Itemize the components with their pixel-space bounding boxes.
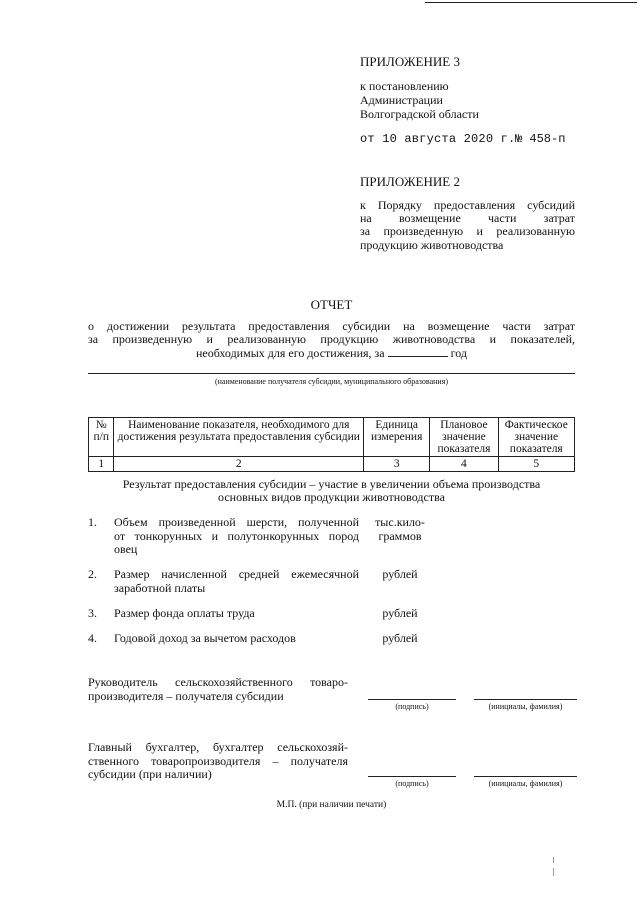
table-header-row [89,418,575,457]
item-text-line: от тонкорунных и полутонкорунных пород [114,528,359,543]
appendix3-line3: Волгоградской области [360,107,479,121]
item-text [114,568,359,595]
appendix2-line4: продукцию животноводства [360,238,504,252]
accountant-initials-field [474,776,577,777]
appendix2-line3: за произведенную и реализованную [360,224,575,238]
item-text-line: Объем произведенной шерсти, полученной [114,515,359,529]
appendix3-title: ПРИЛОЖЕНИЕ 3 [360,54,460,69]
item-number: 1. [88,515,97,529]
accountant-signatory-line: субсидии (при наличии) [88,767,212,781]
head-signatory-line: Руководитель сельскохозяйственного товаро- [88,675,348,689]
header-cell-planned: Плановое значение показателя [430,418,498,457]
column-number-cell: 2 [114,457,364,472]
year-blank [388,346,448,357]
header-cell-name: Наименование показателя, необходимого для достижения результата предоставления субсидии [114,418,364,457]
item-text-line: заработной платы [114,580,206,595]
header-cell-unit: Единица измерения [364,418,430,457]
head-initials-field [474,699,577,700]
appendix2-line1: к Порядку предоставления субсидий [360,198,575,212]
head-signature-caption: (подпись) [395,702,429,711]
item-text: Годовой доход за вычетом расходов [114,631,296,645]
item-unit: рублей [382,606,418,620]
header-cell-number: № п/п [89,418,114,457]
item-text-line: овец [114,542,138,556]
accountant-signatory-line: ственного товаропроизводителя – получателя [88,753,348,768]
scan-mark [553,857,554,863]
item-number: 3. [88,606,97,620]
accountant-initials-caption: (инициалы, фамилия) [488,779,563,788]
report-line3-year: год [450,346,467,360]
accountant-signatory-label [88,741,348,782]
recipient-line [88,373,575,374]
head-initials-caption: (инициалы, фамилия) [488,702,563,711]
header-cell-actual: Фактическое значение показателя [498,418,574,457]
appendix3-line1: к постановлению [360,79,449,93]
accountant-signature-caption: (подпись) [395,779,429,788]
item-text: Размер фонда оплаты труда [114,606,255,620]
item-unit-line: тыс.кило- [375,515,425,529]
item-number: 2. [88,567,97,581]
head-signatory-label [88,676,348,703]
item-unit: рублей [382,567,418,581]
item-unit: рублей [382,631,418,645]
accountant-signature-field [368,776,456,777]
column-number-cell: 3 [364,457,430,472]
appendix3-line2: Администрации [360,93,443,107]
scan-mark [553,868,554,876]
item-unit [370,516,430,543]
item-number: 4. [88,631,97,645]
report-heading: ОТЧЕТ [310,297,353,312]
report-line2: за произведенную и реализованную продукцию животноводства и показателей, [88,332,575,346]
item-text [114,516,359,557]
head-signatory-line: производителя – получателя субсидии [88,688,284,703]
column-number-cell: 1 [89,457,114,472]
report-line1: о достижении результата предоставления субсидии на возмещение части затрат [88,319,575,333]
result-line2: основных видов продукции животноводства [218,490,445,504]
item-text-line: Размер начисленной средней ежемесячной [114,567,359,581]
report-line3 [88,346,575,361]
scan-edge-line [425,2,637,3]
appendix2-line2: на возмещение части затрат [360,211,575,225]
table-number-row [89,457,575,472]
indicators-table [88,417,575,472]
result-line1: Результат предоставления субсидии – участие в увеличении объема производства [122,477,541,491]
item-unit-line: граммов [378,528,422,543]
column-number-cell: 5 [498,457,574,472]
recipient-caption: (наименование получателя субсидии, муниципального образования) [214,377,449,386]
appendix3-date: от 10 августа 2020 г. [360,132,516,146]
column-number-cell: 4 [430,457,498,472]
report-line3-text: необходимых для его достижения, за [195,346,385,360]
accountant-signatory-line: Главный бухгалтер, бухгалтер сельскохозяй- [88,740,348,754]
appendix3-number: № 458-п [515,132,566,146]
head-signature-field [368,699,456,700]
stamp-label: М.П. (при наличии печати) [276,800,387,810]
appendix2-title: ПРИЛОЖЕНИЕ 2 [360,174,460,189]
